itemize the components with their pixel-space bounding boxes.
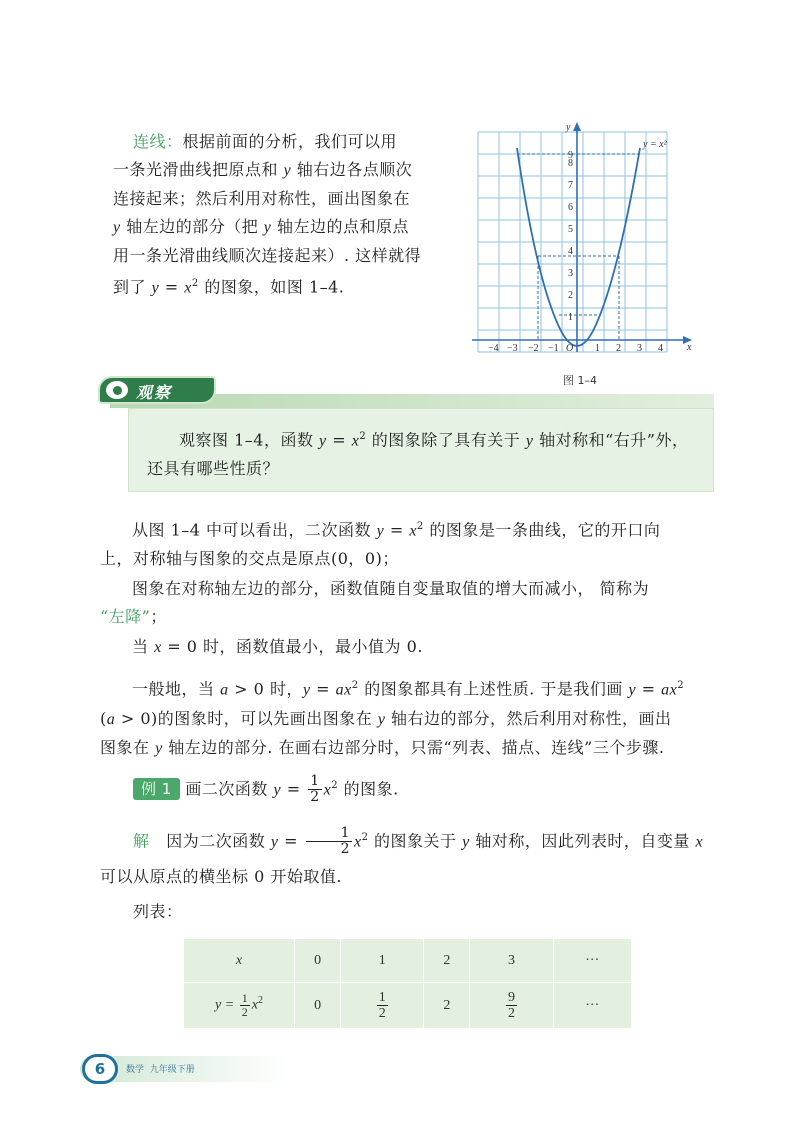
x-tick-label: 1 xyxy=(595,343,600,354)
fraction-one-half: $\frac{1}{2}$ xyxy=(310,773,320,806)
x-tick-label: 2 xyxy=(616,343,621,354)
example-badge: 例 1 xyxy=(133,778,180,800)
parabola-figure xyxy=(470,118,700,363)
observe-question-box: 观察图 1–4，函数 $y = x^2$ 的图象除了具有关于 y 轴对称和“右升”外， 还具有哪些性质？ xyxy=(128,408,714,492)
table-intro: 列表： xyxy=(133,902,183,921)
zuo-jiang-term: “左降” xyxy=(100,607,151,627)
axis-y-label: y xyxy=(566,122,571,133)
page-number: 6 xyxy=(82,1054,118,1084)
x-tick-label: −2 xyxy=(528,343,539,354)
body-text: 从图 1–4 中可以看出，二次函数 $y = x^2$ 的图象是一条曲线，它的开口向 上，对称轴与图象的交点是原点(0，0)； 图象在对称轴左边的部分，函数值随自变量取值的增大而减小， 简称为 “左降”； 当 x = 0 时，函数值最小，最小值为 0. 一般地，当 a > 0 时，$y = ax^2$ 的图象都具有上述性质. 于是我们画 $y = ax^2$ (a > 0)的图象时，可以先画出图象在 y 轴右边的部分，然后利用对称性，画出 图象在 y 轴左边的部分. 在画右边部分时，只需“列表、描点、连线”三个步骤. xyxy=(100,520,685,757)
y-tick-label: 4 xyxy=(568,246,573,257)
fraction-nine-halves: $\frac{9}{2}$ xyxy=(507,990,515,1021)
footer-subject: 数学 九年级下册 xyxy=(126,1065,195,1075)
fraction-one-half: $\frac{1}{2}$ xyxy=(378,990,386,1021)
y-tick-label: 8 xyxy=(568,158,573,169)
y-axis-arrow-icon xyxy=(573,122,581,131)
axes xyxy=(472,122,692,352)
table-row: x 0 1 2 3 ··· xyxy=(184,939,632,983)
x-tick-label: −1 xyxy=(548,343,559,354)
y-tick-label: 3 xyxy=(568,268,573,279)
solution-label: 解 xyxy=(133,831,150,851)
fraction-one-half: $\frac{1}{2}$ xyxy=(306,826,352,857)
x-tick-label: 3 xyxy=(637,343,642,354)
axis-x-label: x xyxy=(687,342,692,353)
origin-label: O xyxy=(566,343,574,354)
y-tick-label: 9 xyxy=(568,150,573,161)
parabola-curve xyxy=(517,148,640,346)
observe-badge xyxy=(98,376,216,404)
y-tick-label: 6 xyxy=(568,202,573,213)
y-tick-label: 7 xyxy=(568,180,573,191)
eye-icon xyxy=(106,381,128,399)
fraction-one-half: $\frac{1}{2}$ xyxy=(241,991,248,1019)
figure-caption: 图 1–4 xyxy=(563,374,597,387)
x-tick-label: 4 xyxy=(658,343,663,354)
intro-paragraph: 连线：根据前面的分析，我们可以用 一条光滑曲线把原点和 y 轴右边各点顺次 连接起来；然后利用对称性，画出图象在 y 轴左边的部分（把 y 轴左边的点和原点 用一条光滑曲线顺次连接起来）. 这样就得 到了 $y = x^2$ 的图象，如图 1–4. xyxy=(113,132,422,297)
table-row: y = $\frac{1}{2}$ $x^2$ 0 $\frac{1}{2}$ 2 $\frac{9}{2}$ ··· xyxy=(184,983,632,1029)
y-tick-label: 5 xyxy=(568,224,573,235)
lian-xian-label: 连线 xyxy=(133,132,167,151)
x-tick-label: −4 xyxy=(488,343,499,354)
x-tick-label: −3 xyxy=(507,343,518,354)
example-1: 例 1 画二次函数 y = $\frac{1}{2}$ $x^2$ 的图象. xyxy=(133,772,399,805)
value-table xyxy=(183,938,632,1029)
y-tick-label: 1 xyxy=(568,312,573,323)
observe-title: 观察 xyxy=(136,383,173,402)
solution: 解 因为二次函数 y = $\frac{1}{2}$ $x^2$ 的图象关于 y 轴对称，因此列表时，自变量 x 可以从原点的横坐标 0 开始取值. xyxy=(100,825,704,887)
y-tick-label: 2 xyxy=(568,290,573,301)
curve-label: y = x² xyxy=(643,139,667,150)
